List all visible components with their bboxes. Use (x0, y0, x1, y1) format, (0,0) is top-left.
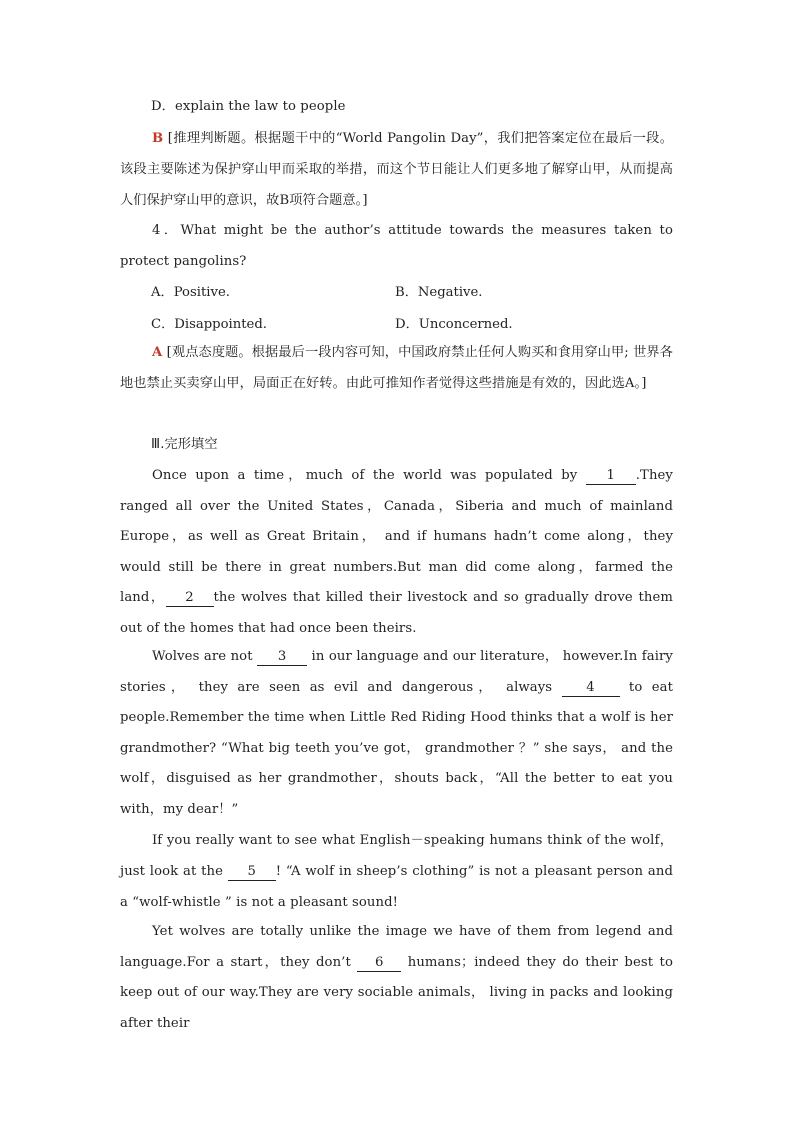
blank-5[interactable]: 5 (228, 864, 276, 881)
passage-text: Once upon a time，much of the world was populated by (152, 468, 586, 483)
passage-text: ! “A wolf in sheep’s clothing” is not a pleasant person and a “wolf-whistle ” is not a pleasant sound! (120, 864, 673, 910)
passage-text: the wolves that killed their livestock and so gradually drove them out of the homes that had once been theirs. (120, 590, 673, 636)
q4-option-c[interactable]: C．Disappointed. (151, 317, 267, 332)
passage-paragraph-3 (120, 825, 673, 918)
question-4-stem: 4．What might be the author’s attitude towards the measures taken to protect pangolins? (120, 223, 673, 269)
answer-4-explanation (120, 337, 673, 399)
blank-3[interactable]: 3 (257, 649, 307, 666)
passage-paragraph-1 (120, 461, 673, 644)
passage-text: Yet wolves are totally unlike the image we have of them from legend and language.For a start，they don’t (120, 924, 673, 970)
passage-text: .They ranged all over the United States，Canada，Siberia and much of mainland Europe，as well as Great Britain， and if humans hadn’t come along，they would still be there in great numbers.But man did come along，farmed the land， (120, 468, 673, 605)
answer-3-letter: B (152, 131, 164, 146)
passage-text: in our language and our literature， however.In fairy stories， they are seen as evil and dangerous， always (120, 649, 673, 695)
q4-option-d[interactable]: D．Unconcerned. (395, 317, 513, 332)
blank-4[interactable]: 4 (562, 680, 620, 697)
blank-2[interactable]: 2 (166, 590, 214, 607)
answer-4-letter: A (152, 345, 163, 360)
passage-text: Wolves are not (152, 649, 258, 664)
q4-option-b[interactable]: B．Negative. (395, 285, 483, 300)
answer-4-text: [观点态度题。根据最后一段内容可知，中国政府禁止任何人购买和食用穿山甲; 世界各地也禁止买卖穿山甲，局面正在好转。由此可推知作者觉得这些措施是有效的，因此选A。] (120, 345, 673, 391)
answer-3-explanation (120, 123, 673, 216)
passage-text: humans；indeed they do their best to keep out of our way.They are very sociable animals， living in packs and looking after their (120, 954, 673, 1031)
blank-1[interactable]: 1 (586, 468, 636, 485)
passage-text: If you really want to see what English－speaking humans think of the wolf， just look at the (120, 833, 673, 879)
answer-3-text: [推理判断题。根据题干中的“World Pangolin Day”，我们把答案定位在最后一段。该段主要陈述为保护穿山甲而采取的举措，而这个节日能让人们更多地了解穿山甲，从而提高人们保护穿山甲的意识，故B项符合题意。] (120, 131, 673, 208)
passage-paragraph-4 (120, 917, 673, 1039)
section-title: Ⅲ.完形填空 (151, 437, 218, 452)
passage-text: to eat people.Remember the time when Little Red Riding Hood thinks that a wolf is her grandmother? “What big teeth you’ve got， grandmother ？” she says， and the wolf，disguised as her grandmother，shouts back，“All the better to eat you with，my dear！” (120, 679, 673, 817)
q4-option-a[interactable]: A．Positive. (151, 285, 230, 300)
passage-paragraph-2 (120, 642, 673, 825)
q3-option-d: D．explain the law to people (151, 99, 346, 114)
blank-6[interactable]: 6 (357, 955, 401, 972)
